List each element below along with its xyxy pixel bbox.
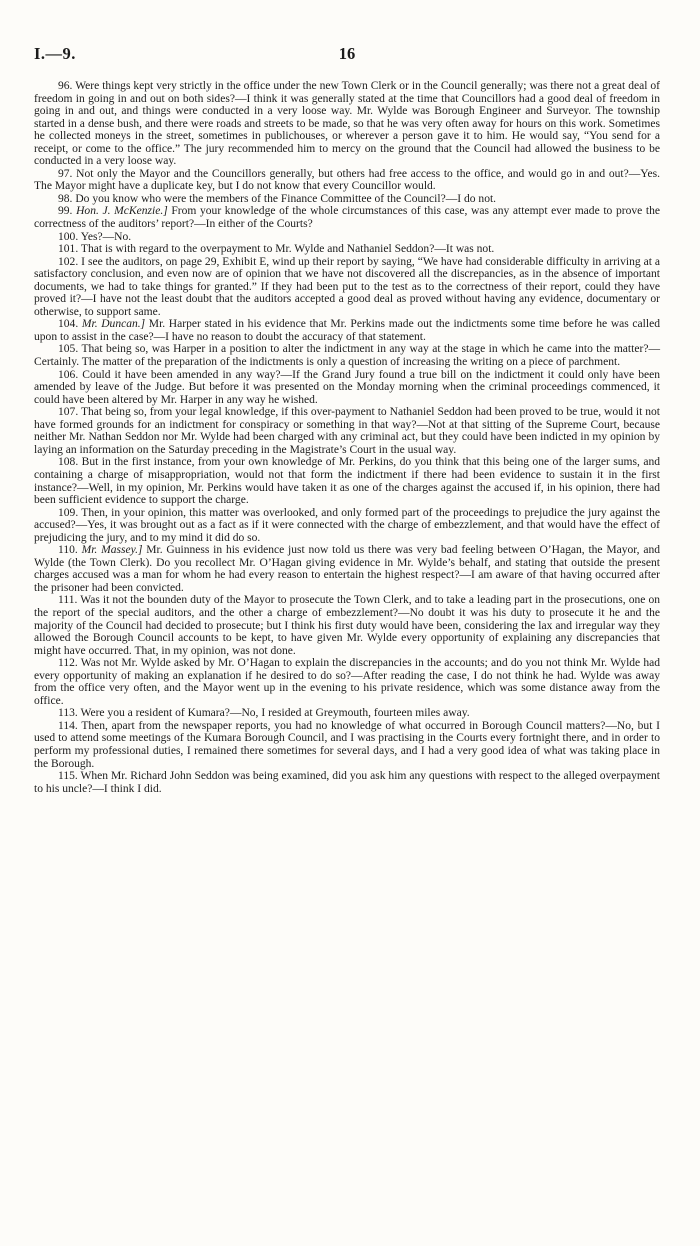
question-paragraph bbox=[34, 193, 660, 206]
question-paragraph bbox=[34, 168, 660, 193]
question-answer-text: Were things kept very strictly in the office under the new Town Clerk or in the Council generally; was there not a great deal of freedom in going in and out on both sides?—I think it was generally stated at the time that Councillors had a good deal of freedom in going in and out, and things were conducted in a very loose way. Mr. Wylde was Borough Engineer and Surveyor. The township started in a dense bush, and there were roads and streets to be made, so that he was very often away for hours on this work. Sometimes he collected moneys in the street, sometimes in publichouses, or wherever a person gave it to him. He would say, “You send for a receipt, or come to the office.” The jury recommended him to mercy on the ground that the Council had allowed the business to be conducted in a very loose way. bbox=[34, 80, 660, 168]
question-paragraph bbox=[34, 256, 660, 319]
question-number: 98. bbox=[58, 192, 73, 205]
evidence-body bbox=[34, 80, 660, 795]
speaker-name: Hon. J. McKenzie.] bbox=[76, 205, 168, 218]
question-number: 100. bbox=[58, 230, 79, 243]
question-number: 112. bbox=[58, 657, 78, 670]
question-paragraph bbox=[34, 205, 660, 230]
question-answer-text: Mr. Harper stated in his evidence that Mr. Perkins made out the indictments some time before he was called upon to assist in the case?—I have no reason to doubt the accuracy of that statement. bbox=[34, 318, 660, 343]
question-answer-text: But in the first instance, from your own knowledge of Mr. Perkins, do you think that this being one of the larger sums, and containing a charge of misappropriation, would not that form the indictment if there had been evidence to sustain it in the first instance?—Well, in my opinion, Mr. Perkins would have taken it as one of the charges against the accused if, in his opinion, there had been sufficient evidence to support the charge. bbox=[34, 456, 660, 507]
question-answer-text: Could it have been amended in any way?—If the Grand Jury found a true bill on the indictment it could only have been amended by leave of the Judge. But before it was presented on the Monday morning when the criminal proceedings commenced, it could have been altered by Mr. Harper in any way he wished. bbox=[34, 368, 661, 406]
question-answer-text: Was it not the bounden duty of the Mayor to prosecute the Town Clerk, and to take a leading part in the prosecutions, one on the report of the special auditors, and the other a charge of embezzlement?—No doubt it was his duty to prosecute it he and the majority of the Council had decided to prosecute; but I think his first duty would have been, considering the lax and irregular way they allowed the Borough Council accounts to be kept, to have given Mr. Wylde every opportunity of explaining any discrepancies that might have occurred. That, in my opinion, was not done. bbox=[34, 594, 660, 657]
question-answer-text: That being so, from your legal knowledge, if this over-payment to Nathaniel Seddon had been proved to be true, would it not have formed grounds for an indictment for conspiracy or something in that way?—Not at that sitting of the Supreme Court, because neither Mr. Nathan Seddon nor Mr. Wylde had been charged with any criminal act, but they could have been indicted in my opinion by laying an information on the Saturday preceding in the Magistrate’s Court in the usual way. bbox=[34, 406, 660, 456]
question-paragraph bbox=[34, 657, 660, 707]
question-number: 114. bbox=[58, 719, 78, 732]
question-answer-text: Mr. Guinness in his evidence just now told us there was very bad feeling between O’Hagan, the Mayor, and Wylde (the Town Clerk). Do you recollect Mr. O’Hagan giving evidence in Mr. Wylde’s behalf, and stating that outside the present charges accused was a man for whom he had every reason to entertain the highest respect?—I am aware of that having occurred after the prisoner had been convicted. bbox=[34, 544, 661, 594]
page-header bbox=[34, 44, 660, 66]
question-number: 107. bbox=[58, 406, 79, 419]
question-number: 113. bbox=[58, 707, 78, 720]
question-paragraph bbox=[34, 343, 660, 368]
question-paragraph bbox=[34, 231, 660, 244]
paper-reference: I.—9. bbox=[34, 44, 76, 63]
question-answer-text: Then, apart from the newspaper reports, you had no knowledge of what occurred in Borough Council matters?—No, but I used to attend some meetings of the Kumara Borough Council, and I was practising in the Courts every fortnight there, and in order to perform my professional duties, I remained there sometimes for several days, and I had a very good idea of what was taking place in the Borough. bbox=[34, 719, 660, 770]
question-answer-text: When Mr. Richard John Seddon was being examined, did you ask him any questions with respect to the alleged overpayment to his uncle?—I think I did. bbox=[34, 770, 660, 795]
question-number: 101. bbox=[58, 243, 79, 256]
question-paragraph bbox=[34, 318, 660, 343]
question-paragraph bbox=[34, 707, 660, 720]
question-answer-text: That is with regard to the overpayment to Mr. Wylde and Nathaniel Seddon?—It was not. bbox=[80, 243, 495, 256]
question-paragraph bbox=[34, 770, 660, 795]
question-number: 105. bbox=[58, 343, 79, 356]
question-paragraph bbox=[34, 243, 660, 256]
question-paragraph bbox=[34, 80, 660, 168]
question-answer-text: Were you a resident of Kumara?—No, I resided at Greymouth, fourteen miles away. bbox=[80, 707, 470, 720]
question-paragraph bbox=[34, 406, 660, 456]
question-paragraph bbox=[34, 720, 660, 770]
question-number: 110. bbox=[58, 544, 78, 557]
question-answer-text: From your knowledge of the whole circumstances of this case, was any attempt ever made to prove the correctness of the auditors’ report?—In either of the Courts? bbox=[34, 205, 660, 231]
question-number: 104. bbox=[58, 318, 79, 331]
question-answer-text: Not only the Mayor and the Councillors generally, but others had free access to the office, and would go in and out?—Yes. The Mayor might have a duplicate key, but I do not know that every Councillor would. bbox=[34, 167, 660, 193]
question-answer-text: Yes?—No. bbox=[80, 230, 132, 243]
question-answer-text: That being so, was Harper in a position to alter the indictment in any way at the stage in which he came into the matter?—Certainly. The matter of the preparation of the indictments is only a question of increasing the writing on a piece of parchment. bbox=[34, 343, 660, 369]
question-answer-text: Then, in your opinion, this matter was overlooked, and only formed part of the proceedings to prejudice the jury against the accused?—Yes, it was brought out as a fact as if it were connected with the charge of embezzlement, and that would have the effect of prejudicing the jury, and to my mind it did do so. bbox=[34, 506, 660, 544]
question-number: 96. bbox=[58, 80, 73, 92]
question-number: 106. bbox=[58, 368, 79, 381]
question-number: 108. bbox=[58, 456, 79, 469]
question-paragraph bbox=[34, 456, 660, 506]
question-paragraph bbox=[34, 544, 660, 594]
question-answer-text: Do you know who were the members of the Finance Committee of the Council?—I do not. bbox=[75, 192, 497, 205]
question-number: 109. bbox=[58, 506, 79, 519]
question-answer-text: I see the auditors, on page 29, Exhibit E, wind up their report by saying, “We have had considerable difficulty in arriving at a satisfactory conclusion, and even now are of opinion that we have not discovered all the discrepancies, as in the absence of important documents, we had to take things for granted.” If they had been put to the test as to the correctness of their report, could they have proved it?—I have not the least doubt that the auditors accepted a good deal as proved without having any evidence, documentary or otherwise, to support same. bbox=[34, 255, 661, 318]
question-number: 97. bbox=[58, 167, 73, 180]
question-answer-text: Was not Mr. Wylde asked by Mr. O’Hagan to explain the discrepancies in the accounts; and do you not think Mr. Wylde had every opportunity of making an explanation if he desired to do so?—After reading the case, I do not think he had. Wylde was away from the office very often, and the Mayor went up in the evening to his private residence, which was some distance away from the office. bbox=[34, 657, 661, 707]
speaker-name: Mr. Massey.] bbox=[81, 544, 143, 557]
question-paragraph bbox=[34, 594, 660, 657]
speaker-name: Mr. Duncan.] bbox=[81, 318, 146, 331]
page-number: 16 bbox=[338, 44, 356, 63]
question-paragraph bbox=[34, 507, 660, 545]
question-number: 111. bbox=[58, 594, 78, 607]
question-number: 115. bbox=[58, 770, 78, 783]
question-number: 99. bbox=[58, 205, 73, 218]
question-paragraph bbox=[34, 369, 660, 407]
question-number: 102. bbox=[58, 255, 79, 268]
